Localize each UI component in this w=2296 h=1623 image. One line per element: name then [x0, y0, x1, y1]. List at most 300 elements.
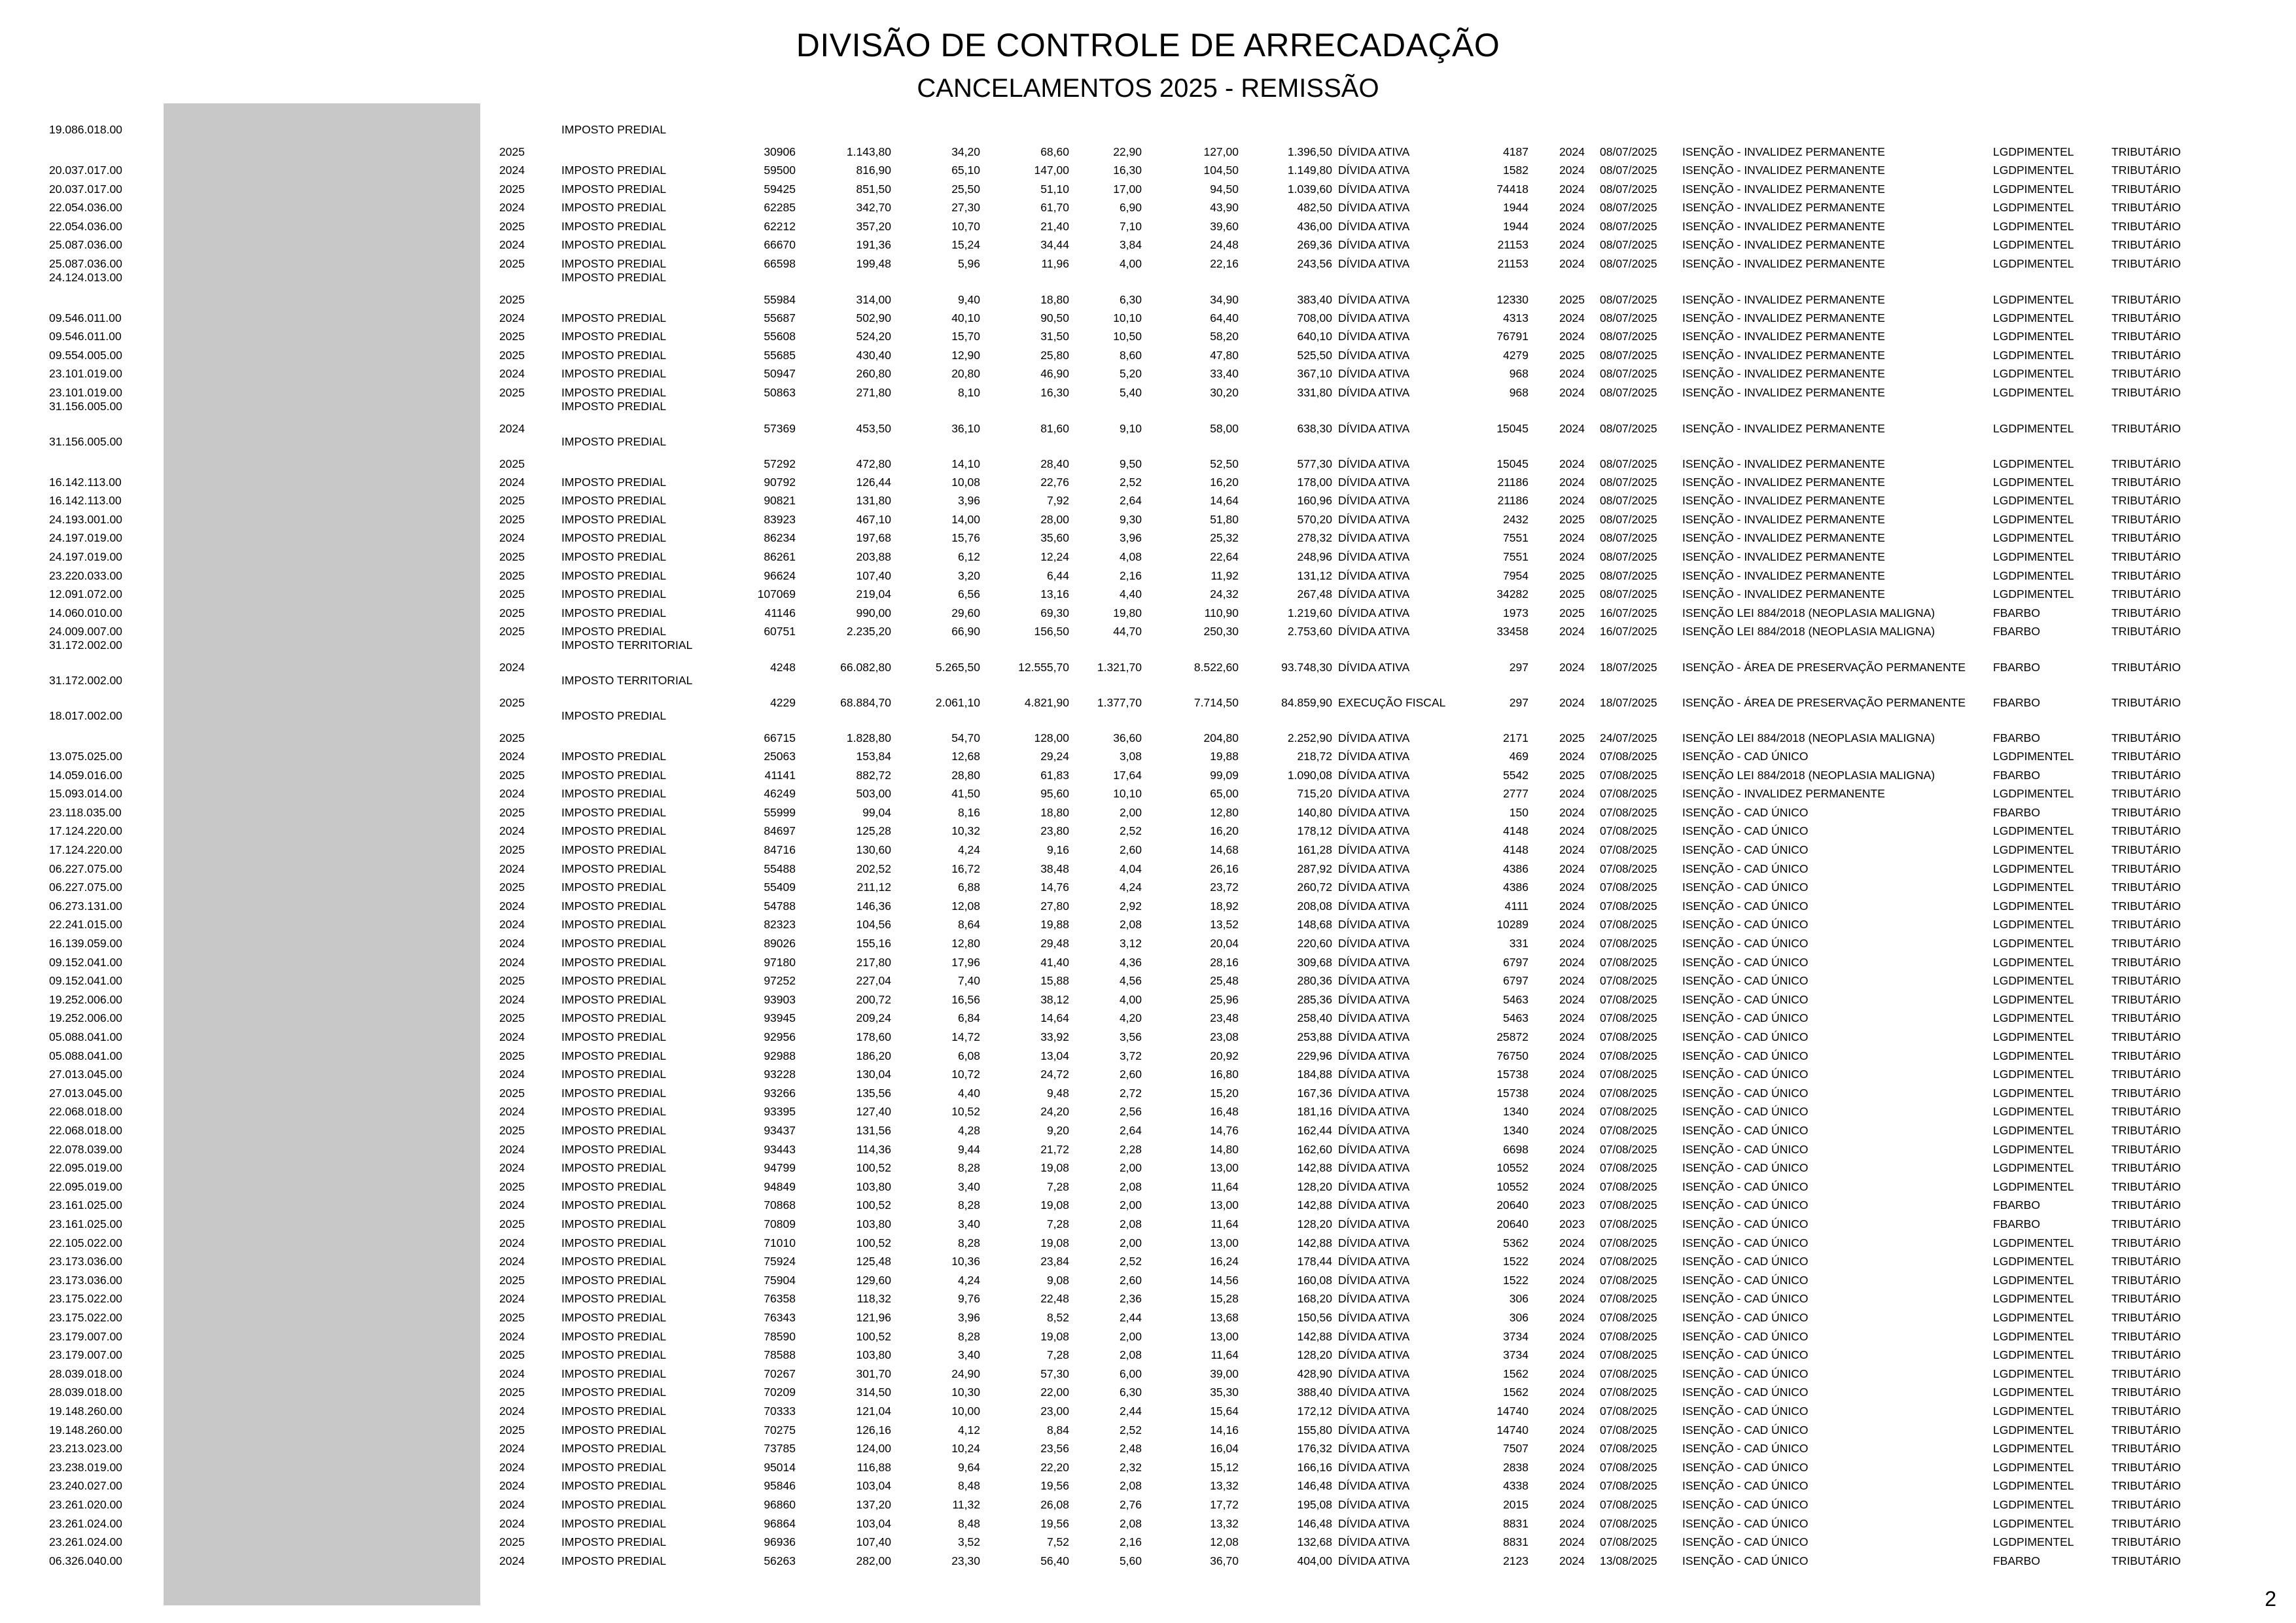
process-year-cell: 2024	[1559, 550, 1585, 563]
tax-type-cell: IMPOSTO PREDIAL	[561, 183, 667, 196]
assessment-number-cell: 62212	[764, 220, 796, 233]
assessment-number-cell: 78590	[764, 1330, 796, 1343]
cancellation-date-cell: 07/08/2025	[1600, 899, 1657, 913]
fine-value-cell: 36,10	[951, 422, 980, 435]
user-cell: LGDPIMENTEL	[1993, 1011, 2074, 1024]
tax-year-cell: 2024	[499, 899, 525, 913]
table-row	[0, 819, 2296, 839]
reason-cell: ISENÇÃO - CAD ÚNICO	[1682, 974, 1809, 987]
process-number-cell: 968	[1509, 386, 1528, 399]
process-year-cell: 2024	[1559, 1348, 1585, 1361]
user-cell: LGDPIMENTEL	[1993, 1180, 2074, 1193]
process-number-cell: 8831	[1503, 1535, 1528, 1548]
principal-value-cell: 66.082,80	[840, 661, 891, 674]
property-id-cell: 23.173.036.00	[49, 1274, 122, 1287]
tax-year-cell: 2025	[499, 457, 525, 470]
table-row	[0, 1343, 2296, 1363]
fees-value-cell: 14,16	[1210, 1423, 1239, 1437]
total-value-cell: 640,10	[1297, 330, 1332, 343]
interest-value-cell: 7,28	[1046, 1180, 1069, 1193]
principal-value-cell: 430,40	[856, 349, 891, 362]
department-cell: TRIBUTÁRIO	[2111, 422, 2181, 435]
interest-value-cell: 18,80	[1040, 806, 1069, 819]
fees-value-cell: 13,00	[1210, 1330, 1239, 1343]
interest-value-cell: 7,52	[1046, 1535, 1069, 1548]
table-row	[0, 470, 2296, 490]
total-value-cell: 220,60	[1297, 937, 1332, 950]
process-year-cell: 2024	[1559, 1255, 1585, 1268]
process-year-cell: 2024	[1559, 1143, 1585, 1156]
tax-type-cell: IMPOSTO PREDIAL	[561, 1292, 667, 1305]
user-cell: LGDPIMENTEL	[1993, 1292, 2074, 1305]
status-cell: DÍVIDA ATIVA	[1338, 1143, 1410, 1156]
department-cell: TRIBUTÁRIO	[2111, 956, 2181, 969]
assessment-number-cell: 54788	[764, 899, 796, 913]
process-number-cell: 7551	[1503, 531, 1528, 544]
tax-year-cell: 2025	[499, 881, 525, 894]
reason-cell: ISENÇÃO LEI 884/2018 (NEOPLASIA MALIGNA)	[1682, 625, 1935, 638]
assessment-number-cell: 4248	[770, 661, 796, 674]
process-number-cell: 6797	[1503, 956, 1528, 969]
tax-year-cell: 2024	[499, 1554, 525, 1567]
interest-value-cell: 19,08	[1040, 1236, 1069, 1249]
cancellation-date-cell: 07/08/2025	[1600, 1217, 1657, 1230]
interest-value-cell: 7,28	[1046, 1217, 1069, 1230]
process-year-cell: 2024	[1559, 1180, 1585, 1193]
total-value-cell: 218,72	[1297, 750, 1332, 763]
interest-value-cell: 24,72	[1040, 1068, 1069, 1081]
assessment-number-cell: 107069	[757, 587, 796, 601]
assessment-number-cell: 25063	[764, 750, 796, 763]
tax-type-cell: IMPOSTO PREDIAL	[561, 1367, 667, 1380]
principal-value-cell: 121,04	[856, 1405, 891, 1418]
principal-value-cell: 125,28	[856, 824, 891, 837]
fine-value-cell: 4,12	[957, 1423, 980, 1437]
department-cell: TRIBUTÁRIO	[2111, 1236, 2181, 1249]
fees-value-cell: 13,32	[1210, 1479, 1239, 1492]
fine-value-cell: 20,80	[951, 367, 980, 380]
reason-cell: ISENÇÃO - INVALIDEZ PERMANENTE	[1682, 569, 1885, 582]
user-cell: LGDPIMENTEL	[1993, 1442, 2074, 1455]
process-year-cell: 2024	[1559, 661, 1585, 674]
tax-type-cell: IMPOSTO PREDIAL	[561, 164, 667, 177]
reason-cell: ISENÇÃO - INVALIDEZ PERMANENTE	[1682, 494, 1885, 507]
total-value-cell: 142,88	[1297, 1330, 1332, 1343]
interest-value-cell: 56,40	[1040, 1554, 1069, 1567]
table-row	[0, 1119, 2296, 1138]
table-row	[0, 177, 2296, 197]
assessment-number-cell: 55687	[764, 311, 796, 324]
interest-value-cell: 19,08	[1040, 1330, 1069, 1343]
tax-year-cell: 2024	[499, 862, 525, 875]
principal-value-cell: 211,12	[857, 881, 891, 894]
total-value-cell: 128,20	[1297, 1217, 1332, 1230]
fees-value-cell: 104,50	[1203, 164, 1239, 177]
interest-value-cell: 19,56	[1040, 1479, 1069, 1492]
principal-value-cell: 2.235,20	[846, 625, 891, 638]
status-cell: DÍVIDA ATIVA	[1338, 1292, 1410, 1305]
principal-value-cell: 357,20	[856, 220, 891, 233]
principal-value-cell: 816,90	[856, 164, 891, 177]
property-id-cell: 31.172.002.00	[49, 638, 122, 652]
assessment-number-cell: 93945	[764, 1011, 796, 1024]
process-year-cell: 2024	[1559, 1236, 1585, 1249]
tax-year-cell: 2024	[499, 1105, 525, 1118]
total-value-cell: 2.252,90	[1287, 731, 1332, 744]
user-cell: LGDPIMENTEL	[1993, 1535, 2074, 1548]
tax-type-cell: IMPOSTO PREDIAL	[561, 862, 667, 875]
tax-year-cell: 2024	[499, 201, 525, 214]
cancellation-date-cell: 08/07/2025	[1600, 367, 1657, 380]
property-id-cell: 18.017.002.00	[49, 709, 122, 722]
cancellation-date-cell: 16/07/2025	[1600, 625, 1657, 638]
interest-value-cell: 8,52	[1046, 1311, 1069, 1324]
assessment-number-cell: 94849	[764, 1180, 796, 1193]
total-value-cell: 260,72	[1297, 881, 1332, 894]
correction-value-cell: 3,84	[1119, 238, 1142, 251]
table-row	[0, 1362, 2296, 1382]
property-id-cell: 05.088.041.00	[49, 1049, 122, 1062]
tax-type-cell: IMPOSTO PREDIAL	[561, 1442, 667, 1455]
interest-value-cell: 18,80	[1040, 293, 1069, 306]
process-number-cell: 34282	[1496, 587, 1528, 601]
principal-value-cell: 314,00	[856, 293, 891, 306]
tax-type-cell: IMPOSTO PREDIAL	[561, 257, 667, 270]
fine-value-cell: 6,08	[957, 1049, 980, 1062]
assessment-number-cell: 89026	[764, 937, 796, 950]
interest-value-cell: 34,44	[1040, 238, 1069, 251]
reason-cell: ISENÇÃO - CAD ÚNICO	[1682, 956, 1809, 969]
assessment-number-cell: 46249	[764, 787, 796, 800]
user-cell: LGDPIMENTEL	[1993, 386, 2074, 399]
cancellation-date-cell: 07/08/2025	[1600, 1105, 1657, 1118]
department-cell: TRIBUTÁRIO	[2111, 1180, 2181, 1193]
cancellation-date-cell: 07/08/2025	[1600, 1405, 1657, 1418]
department-cell: TRIBUTÁRIO	[2111, 367, 2181, 380]
status-cell: DÍVIDA ATIVA	[1338, 1105, 1410, 1118]
user-cell: LGDPIMENTEL	[1993, 201, 2074, 214]
table-row	[0, 545, 2296, 565]
cancellation-date-cell: 07/08/2025	[1600, 1442, 1657, 1455]
process-number-cell: 2777	[1503, 787, 1528, 800]
fine-value-cell: 8,10	[957, 386, 980, 399]
table-row	[0, 158, 2296, 178]
cancellation-date-cell: 07/08/2025	[1600, 974, 1657, 987]
total-value-cell: 404,00	[1297, 1554, 1332, 1567]
tax-year-cell: 2025	[499, 1274, 525, 1287]
interest-value-cell: 23,80	[1040, 824, 1069, 837]
table-row	[0, 782, 2296, 801]
tax-year-cell: 2024	[499, 824, 525, 837]
assessment-number-cell: 55984	[764, 293, 796, 306]
department-cell: TRIBUTÁRIO	[2111, 824, 2181, 837]
reason-cell: ISENÇÃO - CAD ÚNICO	[1682, 1180, 1809, 1193]
property-id-cell: 15.093.014.00	[49, 787, 122, 800]
tax-type-cell: IMPOSTO PREDIAL	[561, 435, 667, 448]
process-number-cell: 76791	[1496, 330, 1528, 343]
fees-value-cell: 15,12	[1210, 1461, 1239, 1474]
table-row	[0, 1044, 2296, 1064]
department-cell: TRIBUTÁRIO	[2111, 1105, 2181, 1118]
assessment-number-cell: 93437	[764, 1124, 796, 1137]
table-row	[0, 744, 2296, 764]
correction-value-cell: 2,64	[1119, 494, 1142, 507]
assessment-number-cell: 55999	[764, 806, 796, 819]
principal-value-cell: 282,00	[856, 1554, 891, 1567]
assessment-number-cell: 70275	[764, 1423, 796, 1437]
department-cell: TRIBUTÁRIO	[2111, 183, 2181, 196]
reason-cell: ISENÇÃO - CAD ÚNICO	[1682, 1105, 1809, 1118]
tax-type-cell: IMPOSTO PREDIAL	[561, 937, 667, 950]
principal-value-cell: 301,70	[856, 1367, 891, 1380]
table-row	[0, 1062, 2296, 1082]
fine-value-cell: 10,36	[951, 1255, 980, 1268]
user-cell: LGDPIMENTEL	[1993, 1068, 2074, 1081]
principal-value-cell: 114,36	[857, 1143, 891, 1156]
property-id-cell: 22.054.036.00	[49, 201, 122, 214]
process-year-cell: 2025	[1559, 606, 1585, 620]
process-number-cell: 1522	[1503, 1274, 1528, 1287]
department-cell: TRIBUTÁRIO	[2111, 787, 2181, 800]
fees-value-cell: 8.522,60	[1193, 661, 1239, 674]
fine-value-cell: 5,96	[957, 257, 980, 270]
tax-year-cell: 2025	[499, 587, 525, 601]
process-number-cell: 4187	[1503, 145, 1528, 158]
process-number-cell: 1522	[1503, 1255, 1528, 1268]
table-row	[0, 1325, 2296, 1344]
user-cell: LGDPIMENTEL	[1993, 899, 2074, 913]
fees-value-cell: 16,80	[1210, 1068, 1239, 1081]
interest-value-cell: 21,72	[1040, 1143, 1069, 1156]
fine-value-cell: 54,70	[951, 731, 980, 744]
tax-type-cell: IMPOSTO PREDIAL	[561, 974, 667, 987]
fees-value-cell: 13,00	[1210, 1161, 1239, 1174]
fine-value-cell: 10,08	[951, 476, 980, 489]
tax-type-cell: IMPOSTO PREDIAL	[561, 238, 667, 251]
property-id-cell: 22.068.018.00	[49, 1105, 122, 1118]
fine-value-cell: 10,72	[951, 1068, 980, 1081]
cancellation-date-cell: 13/08/2025	[1600, 1554, 1657, 1567]
cancellation-date-cell: 08/07/2025	[1600, 201, 1657, 214]
interest-value-cell: 23,56	[1040, 1442, 1069, 1455]
fees-value-cell: 20,92	[1210, 1049, 1239, 1062]
status-cell: DÍVIDA ATIVA	[1338, 1386, 1410, 1399]
process-year-cell: 2024	[1559, 1535, 1585, 1548]
fine-value-cell: 6,12	[957, 550, 980, 563]
process-number-cell: 5463	[1503, 1011, 1528, 1024]
cancellation-date-cell: 16/07/2025	[1600, 606, 1657, 620]
cancellation-date-cell: 07/08/2025	[1600, 918, 1657, 931]
interest-value-cell: 6,44	[1046, 569, 1069, 582]
tax-type-cell: IMPOSTO PREDIAL	[561, 386, 667, 399]
property-id-cell: 16.142.113.00	[49, 494, 122, 507]
cancellation-date-cell: 07/08/2025	[1600, 937, 1657, 950]
process-number-cell: 7954	[1503, 569, 1528, 582]
status-cell: DÍVIDA ATIVA	[1338, 1087, 1410, 1100]
user-cell: LGDPIMENTEL	[1993, 843, 2074, 856]
table-row	[0, 1249, 2296, 1269]
tax-year-cell: 2024	[499, 1143, 525, 1156]
principal-value-cell: 103,80	[856, 1217, 891, 1230]
user-cell: LGDPIMENTEL	[1993, 1124, 2074, 1137]
status-cell: DÍVIDA ATIVA	[1338, 937, 1410, 950]
property-id-cell: 23.179.007.00	[49, 1330, 122, 1343]
cancellation-date-cell: 07/08/2025	[1600, 1011, 1657, 1024]
fees-value-cell: 94,50	[1210, 183, 1239, 196]
cancellation-date-cell: 07/08/2025	[1600, 956, 1657, 969]
total-value-cell: 208,08	[1297, 899, 1332, 913]
tax-type-cell: IMPOSTO PREDIAL	[561, 123, 667, 136]
department-cell: TRIBUTÁRIO	[2111, 1255, 2181, 1268]
reason-cell: ISENÇÃO - INVALIDEZ PERMANENTE	[1682, 531, 1885, 544]
tax-type-cell: IMPOSTO PREDIAL	[561, 1498, 667, 1511]
tax-year-cell: 2025	[499, 806, 525, 819]
cancellation-date-cell: 08/07/2025	[1600, 386, 1657, 399]
tax-year-cell: 2024	[499, 1367, 525, 1380]
fees-value-cell: 24,32	[1210, 587, 1239, 601]
fine-value-cell: 10,00	[951, 1405, 980, 1418]
reason-cell: ISENÇÃO - ÁREA DE PRESERVAÇÃO PERMANENTE	[1682, 661, 1966, 674]
process-number-cell: 5463	[1503, 993, 1528, 1006]
interest-value-cell: 23,00	[1040, 1405, 1069, 1418]
reason-cell: ISENÇÃO - CAD ÚNICO	[1682, 1292, 1809, 1305]
process-year-cell: 2024	[1559, 367, 1585, 380]
interest-value-cell: 15,88	[1040, 974, 1069, 987]
user-cell: LGDPIMENTEL	[1993, 1517, 2074, 1530]
process-year-cell: 2025	[1559, 293, 1585, 306]
reason-cell: ISENÇÃO - CAD ÚNICO	[1682, 1255, 1809, 1268]
process-number-cell: 5542	[1503, 769, 1528, 782]
fine-value-cell: 10,24	[951, 1442, 980, 1455]
interest-value-cell: 11,96	[1041, 257, 1069, 270]
tax-year-cell: 2025	[499, 569, 525, 582]
principal-value-cell: 116,88	[857, 1461, 891, 1474]
fine-value-cell: 25,50	[951, 183, 980, 196]
fees-value-cell: 23,72	[1210, 881, 1239, 894]
principal-value-cell: 103,04	[856, 1517, 891, 1530]
process-number-cell: 7507	[1503, 1442, 1528, 1455]
property-id-cell: 17.124.220.00	[49, 843, 122, 856]
status-cell: DÍVIDA ATIVA	[1338, 587, 1410, 601]
tax-type-cell: IMPOSTO PREDIAL	[561, 1405, 667, 1418]
table-row	[0, 951, 2296, 970]
cancellation-date-cell: 07/08/2025	[1600, 843, 1657, 856]
user-cell: LGDPIMENTEL	[1993, 1405, 2074, 1418]
process-year-cell: 2024	[1559, 787, 1585, 800]
correction-value-cell: 4,08	[1119, 550, 1142, 563]
property-id-cell: 19.148.260.00	[49, 1405, 122, 1418]
table-row	[0, 324, 2296, 344]
reason-cell: ISENÇÃO - CAD ÚNICO	[1682, 1461, 1809, 1474]
tax-year-cell: 2025	[499, 220, 525, 233]
tax-year-cell: 2024	[499, 661, 525, 674]
fine-value-cell: 10,52	[951, 1105, 980, 1118]
status-cell: DÍVIDA ATIVA	[1338, 881, 1410, 894]
total-value-cell: 258,40	[1297, 1011, 1332, 1024]
fine-value-cell: 3,40	[957, 1180, 980, 1193]
user-cell: FBARBO	[1993, 1554, 2040, 1567]
cancellation-date-cell: 08/07/2025	[1600, 476, 1657, 489]
principal-value-cell: 68.884,70	[840, 696, 891, 709]
user-cell: LGDPIMENTEL	[1993, 937, 2074, 950]
status-cell: DÍVIDA ATIVA	[1338, 238, 1410, 251]
fees-value-cell: 14,56	[1210, 1274, 1239, 1287]
table-row	[0, 1399, 2296, 1419]
cancellation-date-cell: 07/08/2025	[1600, 806, 1657, 819]
principal-value-cell: 342,70	[856, 201, 891, 214]
correction-value-cell: 2,44	[1119, 1311, 1142, 1324]
fine-value-cell: 8,28	[957, 1198, 980, 1212]
process-number-cell: 74418	[1496, 183, 1528, 196]
cancellation-date-cell: 08/07/2025	[1600, 513, 1657, 526]
table-row	[0, 1474, 2296, 1493]
process-year-cell: 2024	[1559, 494, 1585, 507]
process-number-cell: 15045	[1496, 422, 1528, 435]
table-row	[0, 913, 2296, 932]
status-cell: DÍVIDA ATIVA	[1338, 974, 1410, 987]
cancellation-date-cell: 07/08/2025	[1600, 1255, 1657, 1268]
tax-year-cell: 2025	[499, 696, 525, 709]
assessment-number-cell: 50947	[764, 367, 796, 380]
user-cell: LGDPIMENTEL	[1993, 1311, 2074, 1324]
tax-year-cell: 2024	[499, 1517, 525, 1530]
department-cell: TRIBUTÁRIO	[2111, 1161, 2181, 1174]
tax-type-cell: IMPOSTO PREDIAL	[561, 1087, 667, 1100]
tax-year-cell: 2025	[499, 1180, 525, 1193]
property-id-cell: 20.037.017.00	[49, 183, 122, 196]
process-year-cell: 2024	[1559, 1554, 1585, 1567]
status-cell: DÍVIDA ATIVA	[1338, 367, 1410, 380]
property-id-cell: 19.086.018.00	[49, 123, 122, 136]
user-cell: LGDPIMENTEL	[1993, 993, 2074, 1006]
correction-value-cell: 4,40	[1119, 587, 1142, 601]
reason-cell: ISENÇÃO LEI 884/2018 (NEOPLASIA MALIGNA)	[1682, 731, 1935, 744]
tax-year-cell: 2025	[499, 257, 525, 270]
interest-value-cell: 38,12	[1040, 993, 1069, 1006]
correction-value-cell: 1.377,70	[1097, 696, 1142, 709]
assessment-number-cell: 66715	[764, 731, 796, 744]
table-row	[0, 1025, 2296, 1045]
process-number-cell: 2171	[1503, 731, 1528, 744]
property-id-cell: 23.101.019.00	[49, 367, 122, 380]
status-cell: DÍVIDA ATIVA	[1338, 220, 1410, 233]
interest-value-cell: 35,60	[1040, 531, 1069, 544]
principal-value-cell: 124,00	[856, 1442, 891, 1455]
user-cell: LGDPIMENTEL	[1993, 1479, 2074, 1492]
process-year-cell: 2024	[1559, 422, 1585, 435]
tax-year-cell: 2025	[499, 606, 525, 620]
department-cell: TRIBUTÁRIO	[2111, 1030, 2181, 1043]
tax-year-cell: 2024	[499, 918, 525, 931]
tax-year-cell: 2025	[499, 349, 525, 362]
reason-cell: ISENÇÃO - CAD ÚNICO	[1682, 1535, 1809, 1548]
property-id-cell: 24.197.019.00	[49, 550, 122, 563]
status-cell: DÍVIDA ATIVA	[1338, 606, 1410, 620]
status-cell: DÍVIDA ATIVA	[1338, 787, 1410, 800]
process-number-cell: 7551	[1503, 550, 1528, 563]
total-value-cell: 570,20	[1297, 513, 1332, 526]
process-number-cell: 297	[1509, 696, 1528, 709]
department-cell: TRIBUTÁRIO	[2111, 1068, 2181, 1081]
process-year-cell: 2024	[1559, 824, 1585, 837]
principal-value-cell: 100,52	[856, 1161, 891, 1174]
status-cell: DÍVIDA ATIVA	[1338, 1479, 1410, 1492]
fees-value-cell: 23,08	[1210, 1030, 1239, 1043]
fine-value-cell: 15,70	[951, 330, 980, 343]
fees-value-cell: 204,80	[1203, 731, 1239, 744]
tax-type-cell: IMPOSTO PREDIAL	[561, 806, 667, 819]
status-cell: DÍVIDA ATIVA	[1338, 750, 1410, 763]
